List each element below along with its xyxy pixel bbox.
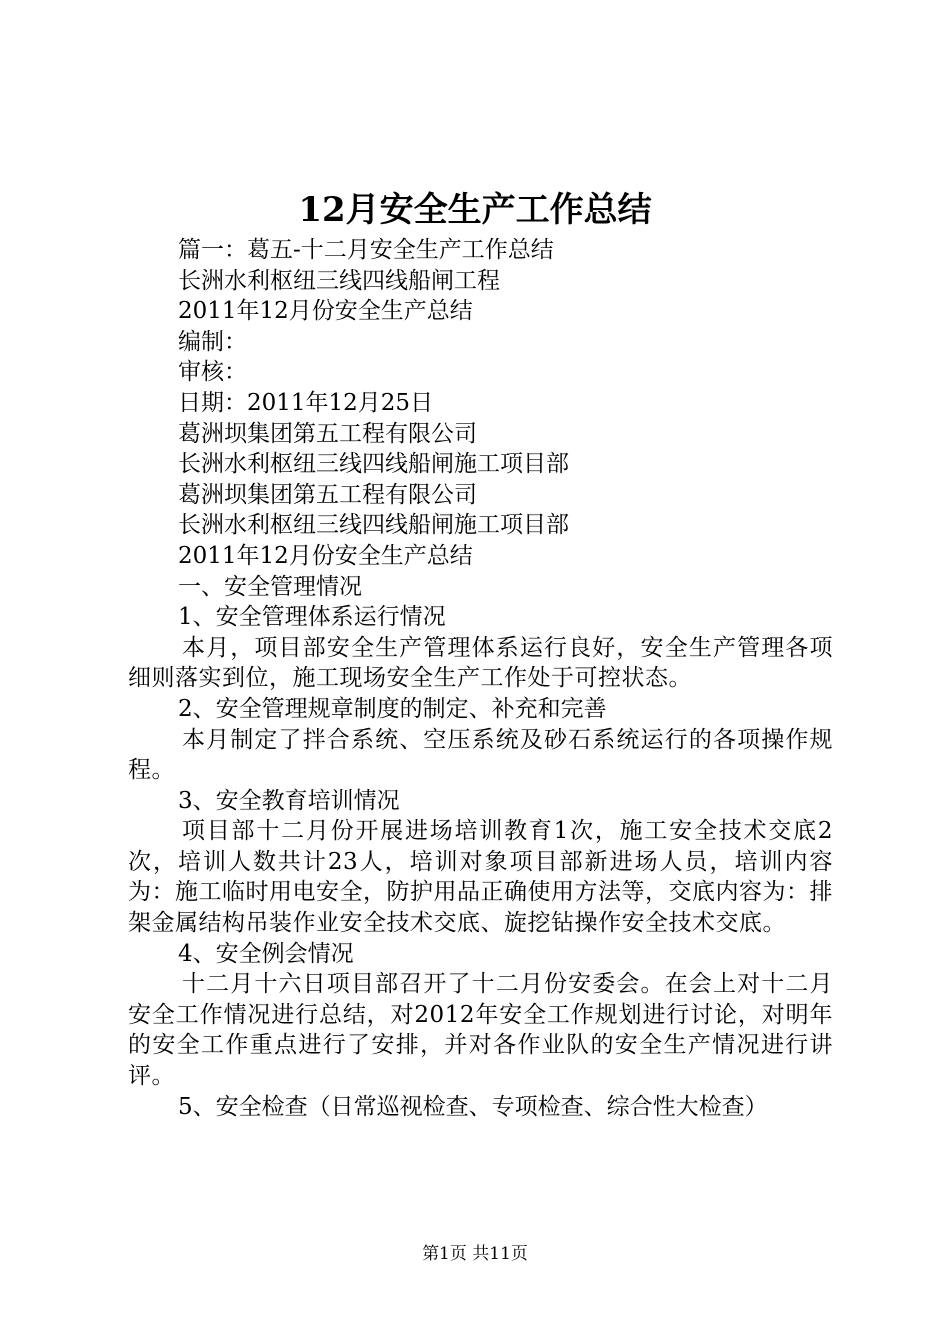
paragraph-2: 本月制定了拌合系统、空压系统及砂石系统运行的各项操作规程。 xyxy=(128,726,833,784)
paragraph-3: 项目部十二月份开展进场培训教育1次，施工安全技术交底2次，培训人数共计23人，培训对象项目部新进场人员，培训内容为：施工临时用电安全，防护用品正确使用方法等，交底内容为：排架金属结构吊装作业安全技术交底、旋挖钻操作安全技术交底。 xyxy=(128,818,833,937)
line-company-repeat: 葛洲坝集团第五工程有限公司 xyxy=(178,481,477,508)
line-company: 葛洲坝集团第五工程有限公司 xyxy=(178,420,477,447)
document-body xyxy=(128,235,833,1122)
subsection-heading-5: 5、安全检查（日常巡视检查、专项检查、综合性大检查） xyxy=(178,1093,768,1120)
line-report-title-repeat: 2011年12月份安全生产总结 xyxy=(178,542,473,569)
line-department: 长洲水利枢纽三线四线船闸施工项目部 xyxy=(178,451,569,478)
subsection-heading-2: 2、安全管理规章制度的制定、补充和完善 xyxy=(178,695,607,722)
line-project-name: 长洲水利枢纽三线四线船闸工程 xyxy=(178,267,500,294)
subsection-heading-4: 4、安全例会情况 xyxy=(178,940,354,967)
line-date: 日期：2011年12月25日 xyxy=(178,389,434,416)
page-footer: 第1页 共11页 xyxy=(422,1244,528,1264)
line-report-title: 2011年12月份安全生产总结 xyxy=(178,298,473,325)
paragraph-4: 十二月十六日项目部召开了十二月份安委会。在会上对十二月安全工作情况进行总结，对2012年安全工作规划进行讨论，对明年的安全工作重点进行了安排，并对各作业队的安全生产情况进行讲评。 xyxy=(128,971,833,1090)
document-title: 12月安全生产工作总结 xyxy=(298,190,652,230)
paragraph-1: 本月，项目部安全生产管理体系运行良好，安全生产管理各项细则落实到位，施工现场安全生产工作处于可控状态。 xyxy=(128,634,833,692)
subsection-heading-3: 3、安全教育培训情况 xyxy=(178,787,400,814)
line-source-article: 篇一：葛五-十二月安全生产工作总结 xyxy=(178,237,554,263)
subsection-heading-1: 1、安全管理体系运行情况 xyxy=(178,604,446,631)
line-compiled-by: 编制： xyxy=(178,328,247,355)
line-reviewed-by: 审核： xyxy=(178,359,247,386)
section-heading-safety-management: 一、安全管理情况 xyxy=(178,573,362,600)
line-department-repeat: 长洲水利枢纽三线四线船闸施工项目部 xyxy=(178,512,569,539)
